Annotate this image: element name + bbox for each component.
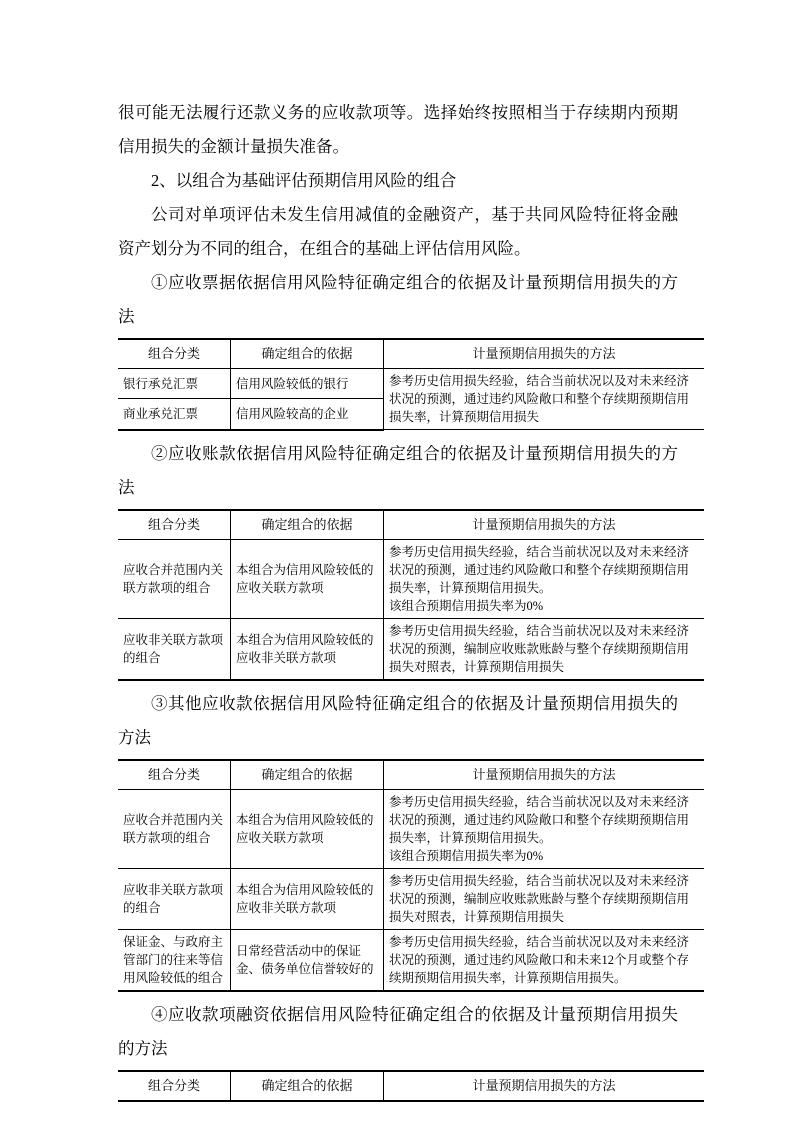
cell-category: 应收非关联方款项的组合 xyxy=(118,868,231,929)
cell-method xyxy=(384,539,705,618)
table-receivables-financing xyxy=(118,1070,704,1102)
cell-method-note: 该组合预期信用损失率为0% xyxy=(389,598,544,613)
table-header-cell-category: 组合分类 xyxy=(118,760,231,790)
table4-caption: ④应收款项融资依据信用风险特征确定组合的依据及计量预期信用损失的方法 xyxy=(118,1004,678,1058)
table-header-cell-method: 计量预期信用损失的方法 xyxy=(384,510,705,540)
table-header-row xyxy=(118,1071,704,1101)
table-row xyxy=(118,369,704,399)
table-header-cell-method: 计量预期信用损失的方法 xyxy=(384,1071,705,1101)
table-header-cell-basis: 确定组合的依据 xyxy=(231,510,384,540)
table-header-cell-basis: 确定组合的依据 xyxy=(231,339,384,369)
cell-category: 银行承兑汇票 xyxy=(118,369,231,399)
cell-category: 商业承兑汇票 xyxy=(118,399,231,430)
cell-basis: 日常经营活动中的保证金、债务单位信誉较好的 xyxy=(231,929,384,991)
table-header-cell-basis: 确定组合的依据 xyxy=(231,760,384,790)
paragraph-1: 很可能无法履行还款义务的应收款项等。选择始终按照相当于存续期内预期信用损失的金额计量损失准备。 xyxy=(118,103,678,156)
cell-basis: 信用风险较高的企业 xyxy=(231,399,384,430)
cell-basis: 本组合为信用风险较低的应收关联方款项 xyxy=(231,539,384,618)
cell-category: 应收非关联方款项的组合 xyxy=(118,618,231,680)
table2-caption: ②应收账款依据信用风险特征确定组合的依据及计量预期信用损失的方法 xyxy=(118,443,678,497)
table-row xyxy=(118,789,704,868)
cell-method-text: 参考历史信用损失经验，结合当前状况以及对未来经济状况的预测，通过违约风险敞口和整个存续期预期信用损失率，计算预期信用损失。 xyxy=(389,794,690,845)
cell-basis: 本组合为信用风险较低的应收非关联方款项 xyxy=(231,868,384,929)
table-other-receivables xyxy=(118,759,704,992)
table-header-cell-category: 组合分类 xyxy=(118,510,231,540)
table-header-cell-category: 组合分类 xyxy=(118,1071,231,1101)
table-row xyxy=(118,618,704,680)
cell-category: 保证金、与政府主管部门的往来等信用风险较低的组合 xyxy=(118,929,231,991)
cell-method: 参考历史信用损失经验，结合当前状况以及对未来经济状况的预测，编制应收账款账龄与整个存续期预期信用损失对照表，计算预期信用损失 xyxy=(384,618,705,680)
table-header-row xyxy=(118,339,704,369)
cell-category: 应收合并范围内关联方款项的组合 xyxy=(118,789,231,868)
table-receivable-notes xyxy=(118,338,704,431)
cell-method xyxy=(384,789,705,868)
cell-method-text: 参考历史信用损失经验，结合当前状况以及对未来经济状况的预测，通过违约风险敞口和整个存续期预期信用损失率，计算预期信用损失。 xyxy=(389,544,690,595)
paragraph-2: 2、以组合为基础评估预期信用风险的组合 xyxy=(151,171,457,190)
cell-basis: 本组合为信用风险较低的应收关联方款项 xyxy=(231,789,384,868)
table-header-row xyxy=(118,510,704,540)
table-header-cell-method: 计量预期信用损失的方法 xyxy=(384,760,705,790)
table-header-cell-basis: 确定组合的依据 xyxy=(231,1071,384,1101)
cell-basis: 信用风险较低的银行 xyxy=(231,369,384,399)
cell-method: 参考历史信用损失经验，结合当前状况以及对未来经济状况的预测，编制应收账款账龄与整个存续期预期信用损失对照表，计算预期信用损失 xyxy=(384,868,705,929)
table-row xyxy=(118,539,704,618)
table-header-row xyxy=(118,760,704,790)
table-header-cell-category: 组合分类 xyxy=(118,339,231,369)
paragraph-3: 公司对单项评估未发生信用减值的金融资产，基于共同风险特征将金融资产划分为不同的组合，在组合的基础上评估信用风险。 xyxy=(118,205,678,258)
table-row xyxy=(118,868,704,929)
table3-caption: ③其他应收款依据信用风险特征确定组合的依据及计量预期信用损失的方法 xyxy=(118,693,678,747)
page-content xyxy=(118,96,690,1102)
table-row xyxy=(118,929,704,991)
cell-method: 参考历史信用损失经验，结合当前状况以及对未来经济状况的预测，通过违约风险敞口和未来12个月或整个存续期预期信用损失率，计算预期信用损失。 xyxy=(384,929,705,991)
table-accounts-receivable xyxy=(118,509,704,681)
cell-category: 应收合并范围内关联方款项的组合 xyxy=(118,539,231,618)
cell-method: 参考历史信用损失经验，结合当前状况以及对未来经济状况的预测，通过违约风险敞口和整个存续期预期信用损失率，计算预期信用损失 xyxy=(384,369,705,430)
table-header-cell-method: 计量预期信用损失的方法 xyxy=(384,339,705,369)
cell-method-note: 该组合预期信用损失率为0% xyxy=(389,848,544,863)
table1-caption: ①应收票据依据信用风险特征确定组合的依据及计量预期信用损失的方法 xyxy=(118,273,678,326)
cell-basis: 本组合为信用风险较低的应收非关联方款项 xyxy=(231,618,384,680)
